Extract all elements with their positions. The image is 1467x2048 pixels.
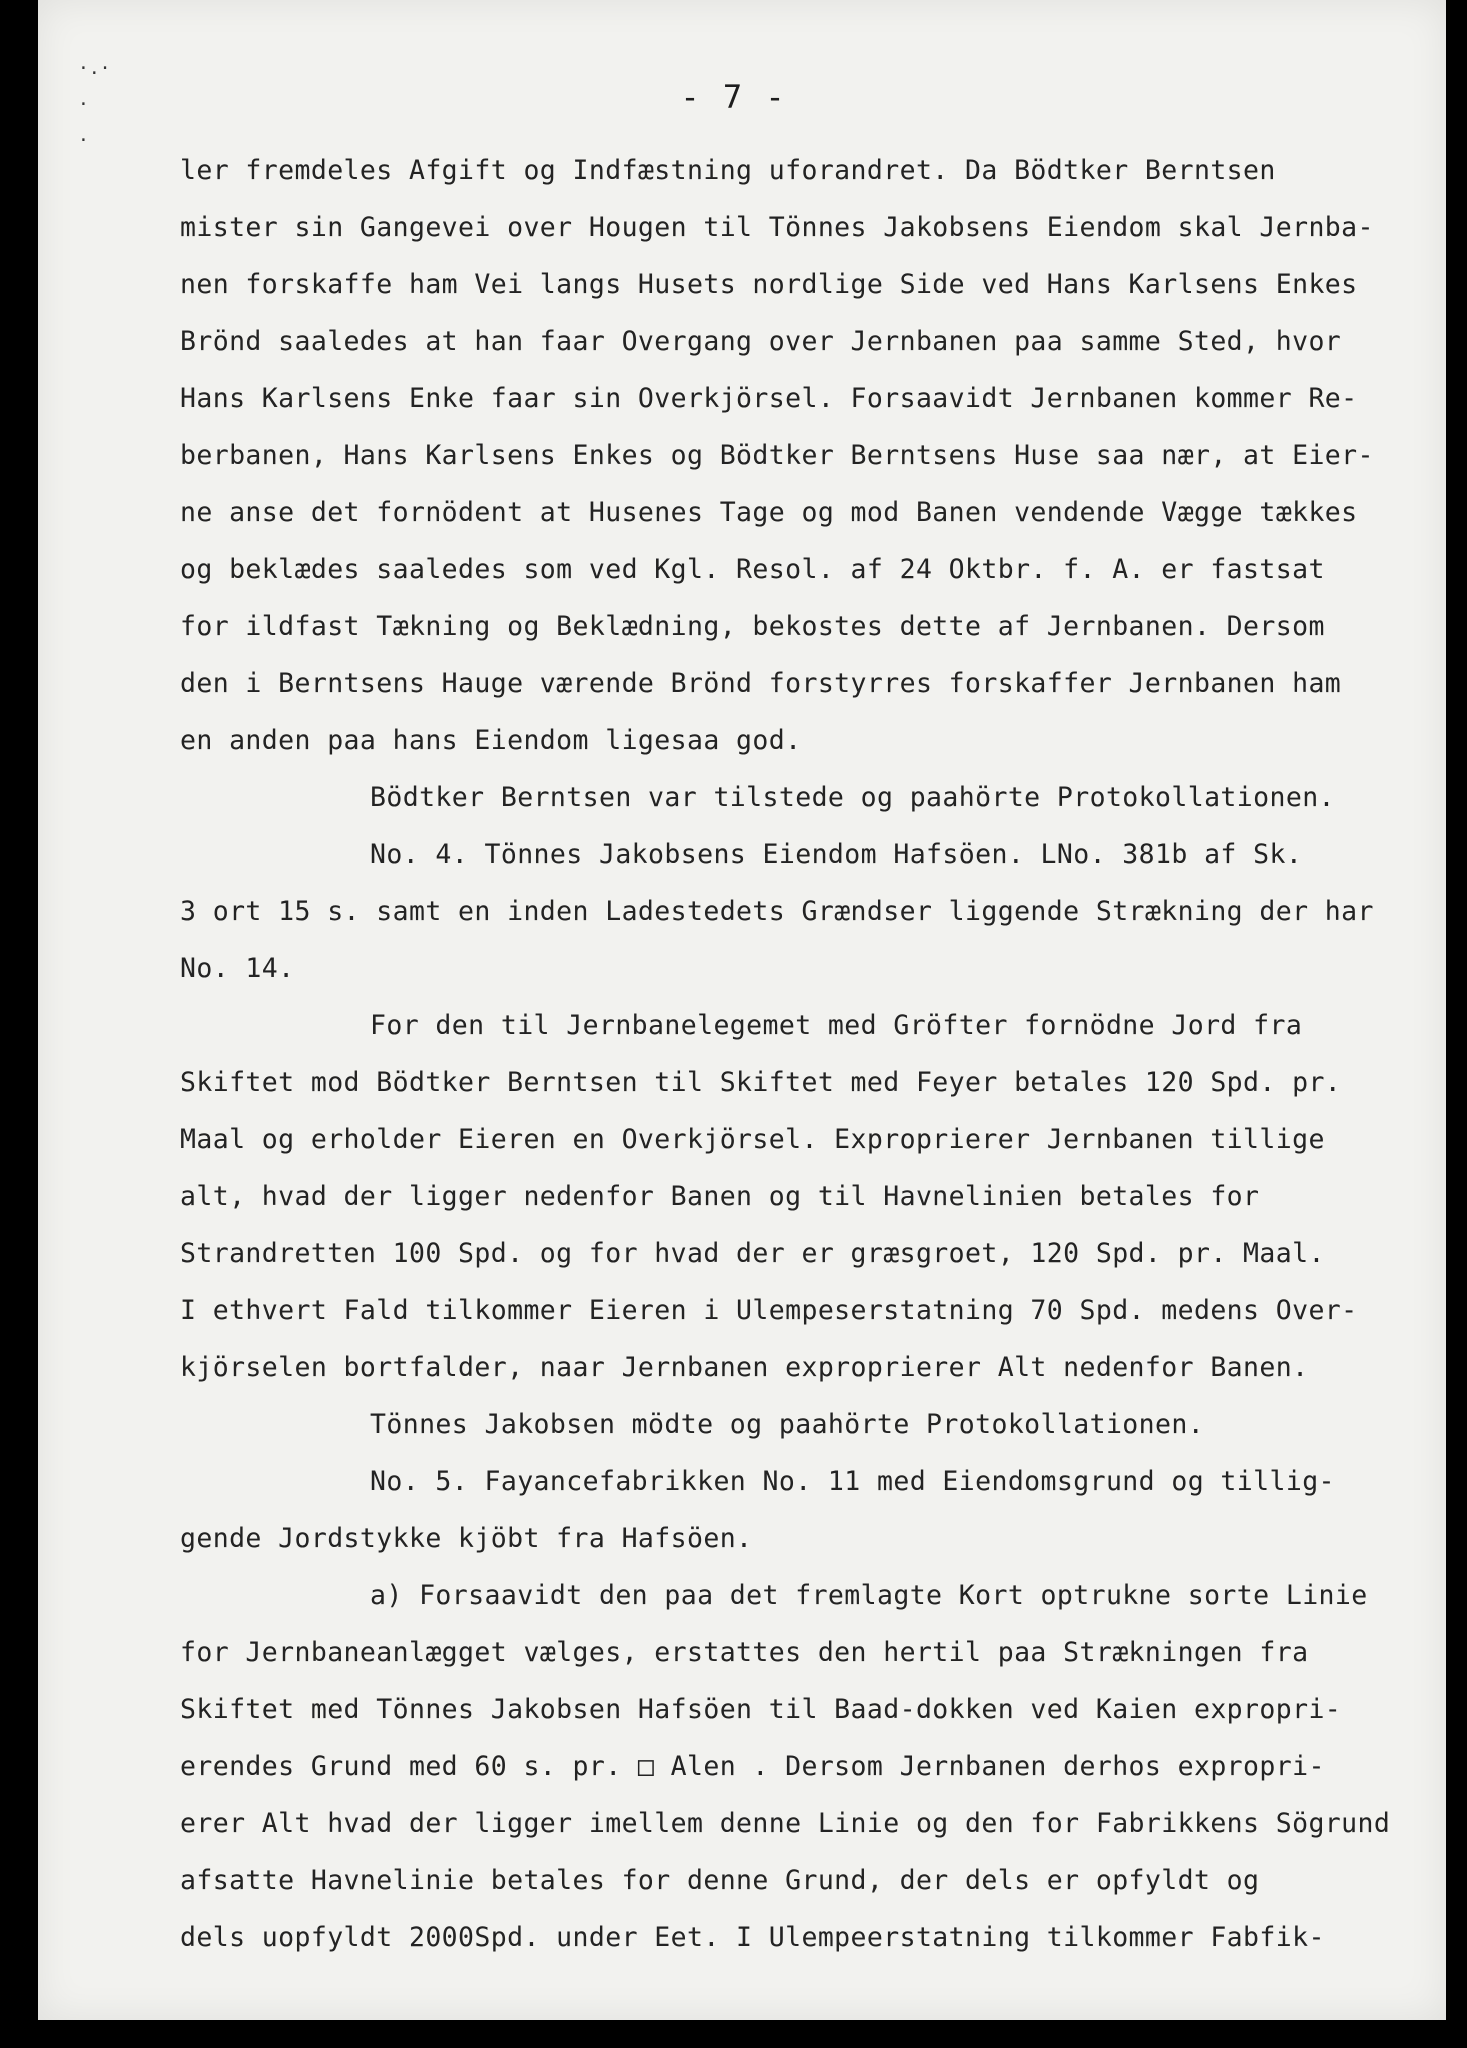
document-body xyxy=(180,142,1430,1966)
text-line: a) Forsaavidt den paa det fremlagte Kort optrukne sorte Linie xyxy=(370,1580,1368,1611)
text-line: ler fremdeles Afgift og Indfæstning uforandret. Da Bödtker Berntsen xyxy=(180,155,1276,186)
text-line: Tönnes Jakobsen mödte og paahörte Protokollationen. xyxy=(370,1409,1205,1440)
text-line: I ethvert Fald tilkommer Eieren i Ulempeserstatning 70 Spd. medens Over- xyxy=(180,1295,1358,1326)
page-number: - 7 - xyxy=(680,78,787,116)
text-line: No. 4. Tönnes Jakobsens Eiendom Hafsöen. LNo. 381b af Sk. xyxy=(370,839,1303,870)
text-line: Maal og erholder Eieren en Overkjörsel. Exproprierer Jernbanen tillige xyxy=(180,1124,1325,1155)
text-line: Hans Karlsens Enke faar sin Overkjörsel. Forsaavidt Jernbanen kommer Re- xyxy=(180,383,1358,414)
text-line: erer Alt hvad der ligger imellem denne Linie og den for Fabrikkens Sögrund xyxy=(180,1808,1391,1839)
text-line: den i Berntsens Hauge værende Brönd forstyrres forskaffer Jernbanen ham xyxy=(180,668,1342,699)
text-line: for Jernbaneanlægget vælges, erstattes den hertil paa Strækningen fra xyxy=(180,1637,1309,1668)
text-line: No. 14. xyxy=(180,953,295,984)
text-line: Skiftet med Tönnes Jakobsen Hafsöen til Baad-dokken ved Kaien expropri- xyxy=(180,1694,1342,1725)
text-line: Strandretten 100 Spd. og for hvad der er græsgroet, 120 Spd. pr. Maal. xyxy=(180,1238,1325,1269)
text-line: gende Jordstykke kjöbt fra Hafsöen. xyxy=(180,1523,753,1554)
text-line: mister sin Gangevei over Hougen til Tönnes Jakobsens Eiendom skal Jernba- xyxy=(180,212,1374,243)
text-line: og beklædes saaledes som ved Kgl. Resol. af 24 Oktbr. f. A. er fastsat xyxy=(180,554,1325,585)
text-line: 3 ort 15 s. samt en inden Ladestedets Grændser liggende Strækning der har xyxy=(180,896,1374,927)
text-line: for ildfast Tækning og Beklædning, bekostes dette af Jernbanen. Dersom xyxy=(180,611,1325,642)
text-line: nen forskaffe ham Vei langs Husets nordlige Side ved Hans Karlsens Enkes xyxy=(180,269,1358,300)
text-line: dels uopfyldt 2000Spd. under Eet. I Ulempeerstatning tilkommer Fabfik- xyxy=(180,1922,1325,1953)
margin-specks: ·.· · · xyxy=(78,58,111,151)
text-line: kjörselen bortfalder, naar Jernbanen exproprierer Alt nedenfor Banen. xyxy=(180,1352,1309,1383)
text-line: ne anse det fornödent at Husenes Tage og mod Banen vendende Vægge tækkes xyxy=(180,497,1358,528)
text-line: Brönd saaledes at han faar Overgang over Jernbanen paa samme Sted, hvor xyxy=(180,326,1342,357)
text-line: No. 5. Fayancefabrikken No. 11 med Eiendomsgrund og tillig- xyxy=(370,1466,1335,1497)
text-line: en anden paa hans Eiendom ligesaa god. xyxy=(180,725,802,756)
text-line: Bödtker Berntsen var tilstede og paahörte Protokollationen. xyxy=(370,782,1335,813)
text-line: berbanen, Hans Karlsens Enkes og Bödtker Berntsens Huse saa nær, at Eier- xyxy=(180,440,1374,471)
text-line: alt, hvad der ligger nedenfor Banen og til Havnelinien betales for xyxy=(180,1181,1260,1212)
text-line: Skiftet mod Bödtker Berntsen til Skiftet med Feyer betales 120 Spd. pr. xyxy=(180,1067,1342,1098)
text-line: For den til Jernbanelegemet med Gröfter fornödne Jord fra xyxy=(370,1010,1303,1041)
text-line: erendes Grund med 60 s. pr. □ Alen . Dersom Jernbanen derhos expropri- xyxy=(180,1751,1325,1782)
text-line: afsatte Havnelinie betales for denne Grund, der dels er opfyldt og xyxy=(180,1865,1260,1896)
